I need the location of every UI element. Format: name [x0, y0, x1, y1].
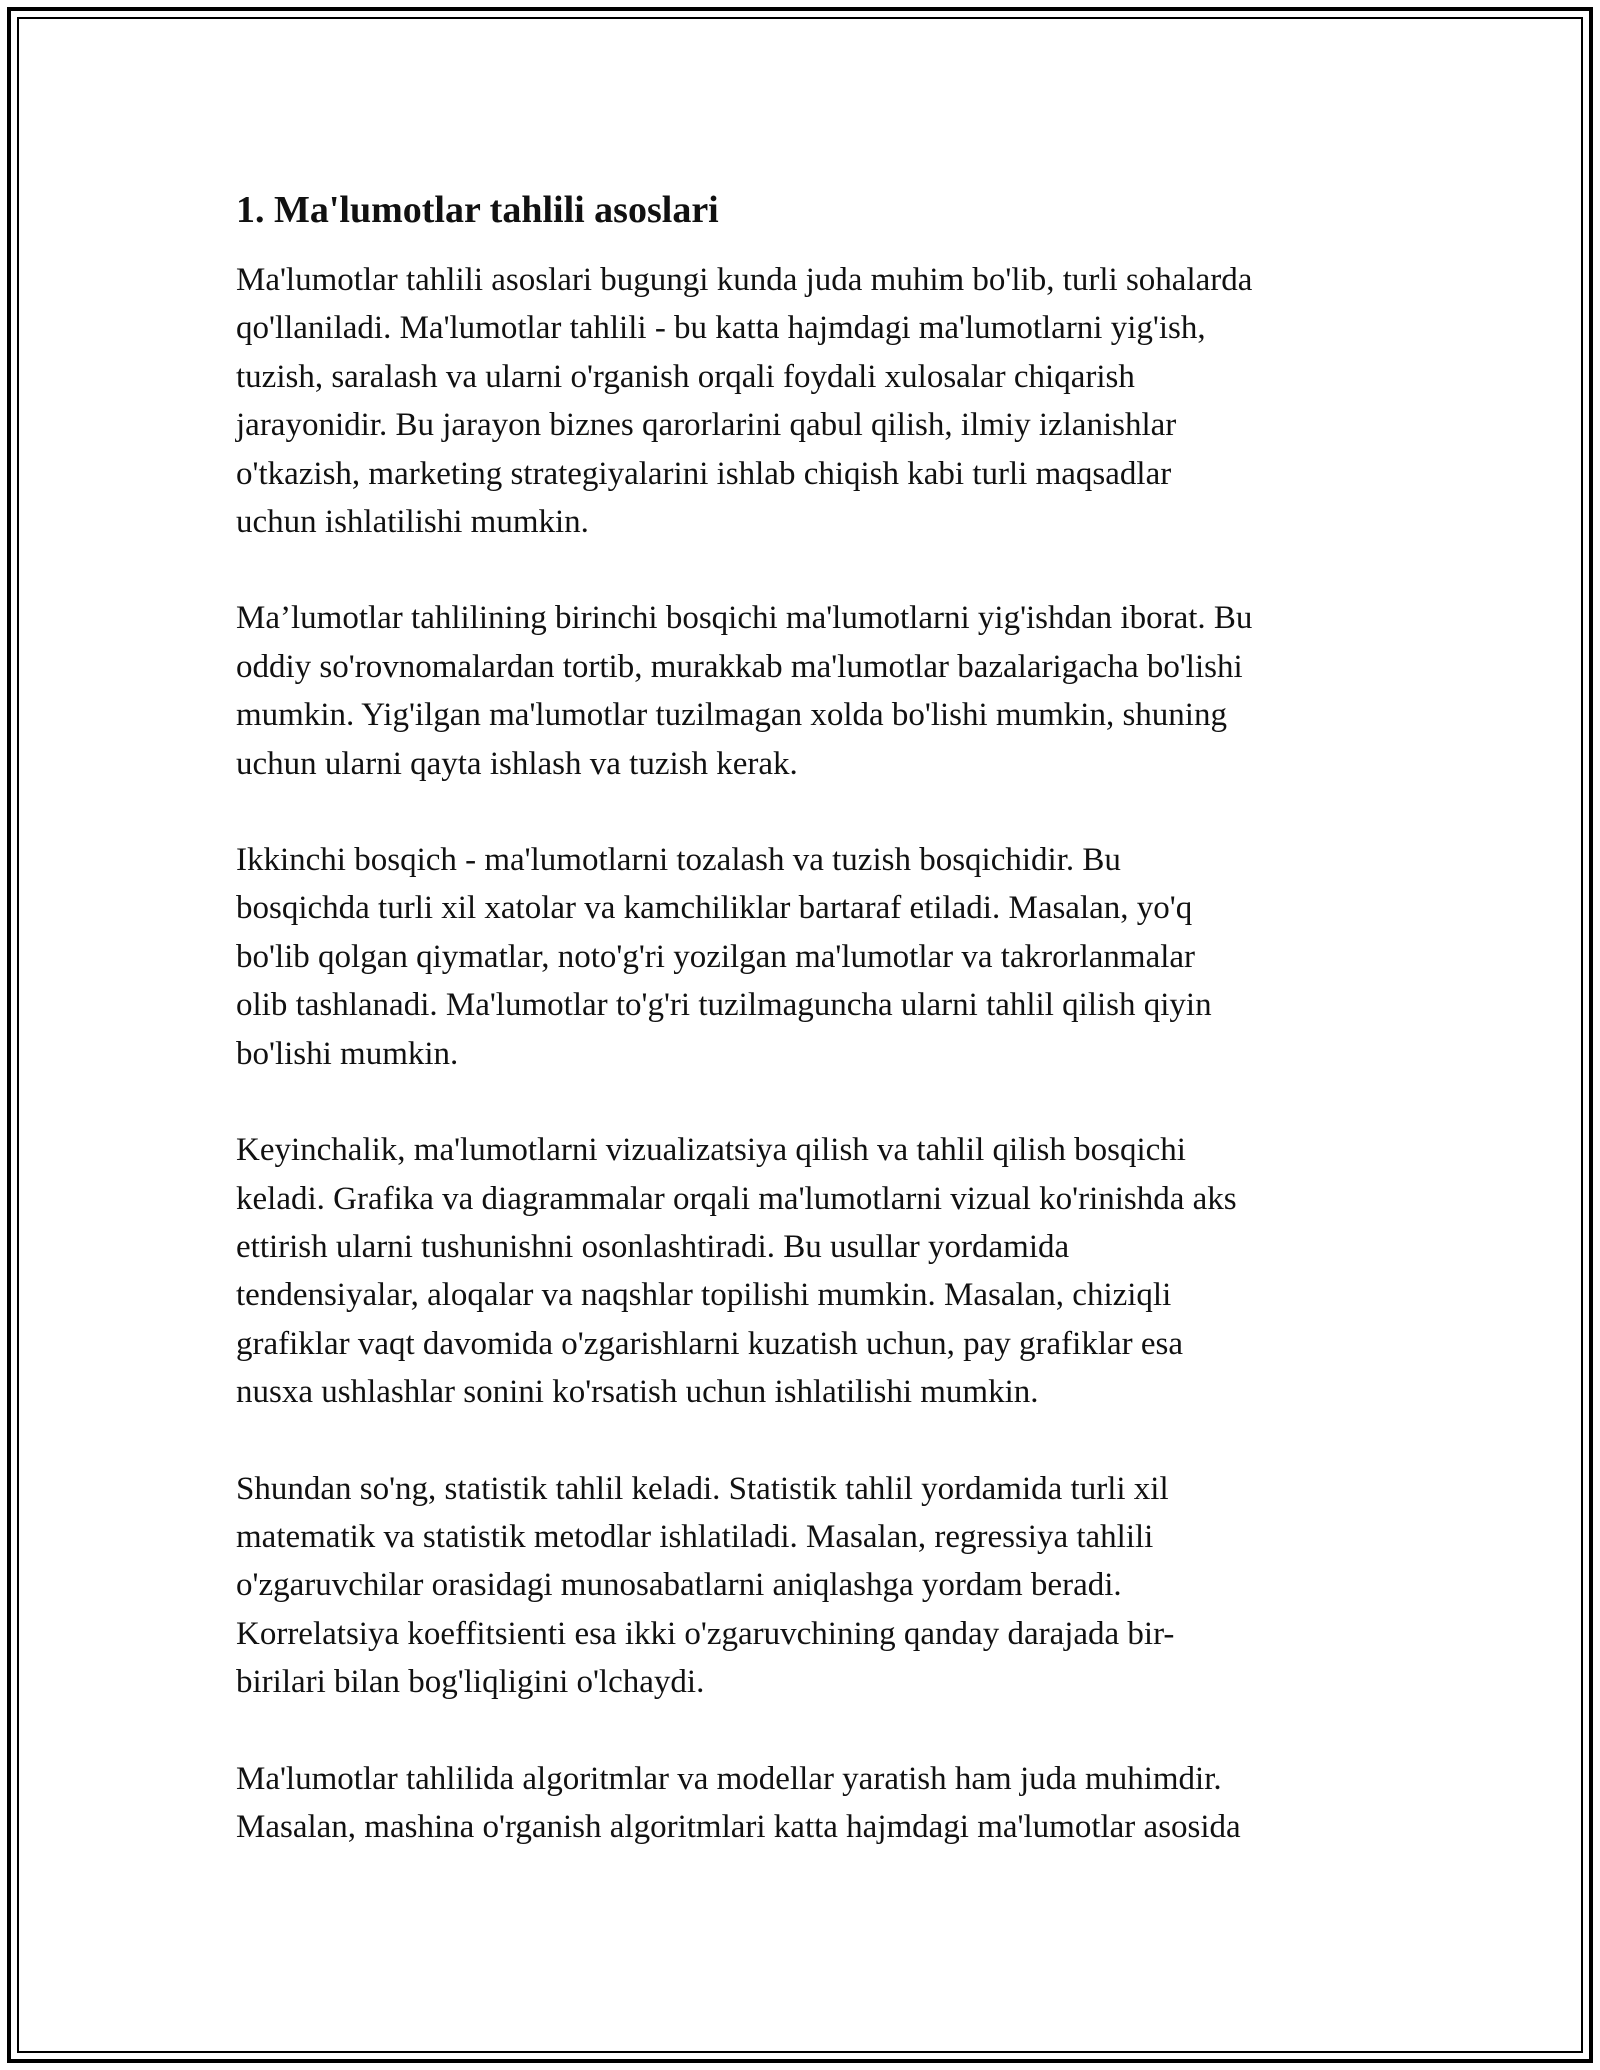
text-line: birilari bilan bog'liqligini o'lchaydi. — [236, 1664, 705, 1701]
section-heading: 1. Ma'lumotlar tahlili asoslari — [236, 189, 719, 231]
text-line: o'zgaruvchilar orasidagi munosabatlarni aniqlashga yordam beradi. — [236, 1567, 1122, 1604]
text-line: tuzish, saralash va ularni o'rganish orqali foydali xulosalar chiqarish — [236, 358, 1135, 395]
text-line: ettirish ularni tushunishni osonlashtiradi. Bu usullar yordamida — [236, 1228, 1070, 1265]
document-body — [236, 186, 1386, 1899]
text-line: bo'lishi mumkin. — [236, 1035, 459, 1072]
text-line: Shundan so'ng, statistik tahlil keladi. Statistik tahlil yordamida turli xil — [236, 1470, 1169, 1507]
text-line: grafiklar vaqt davomida o'zgarishlarni kuzatish uchun, pay grafiklar esa — [236, 1325, 1184, 1362]
text-line: uchun ularni qayta ishlash va tuzish kerak. — [236, 745, 798, 782]
text-line: mumkin. Yig'ilgan ma'lumotlar tuzilmagan xolda bo'lishi mumkin, shuning — [236, 697, 1227, 734]
text-line: Korrelatsiya koeffitsienti esa ikki o'zgaruvchining qanday darajada bir- — [236, 1615, 1175, 1652]
text-line: bosqichda turli xil xatolar va kamchiliklar bartaraf etiladi. Masalan, yo'q — [236, 890, 1193, 927]
text-line: uchun ishlatilishi mumkin. — [236, 504, 589, 541]
text-line: Ma’lumotlar tahlilining birinchi bosqichi ma'lumotlarni yig'ishdan iborat. Bu — [236, 600, 1253, 637]
text-line: bo'lib qolgan qiymatlar, noto'g'ri yozilgan ma'lumotlar va takrorlanmalar — [236, 938, 1196, 975]
text-line: oddiy so'rovnomalardan tortib, murakkab ma'lumotlar bazalarigacha bo'lishi — [236, 648, 1243, 685]
text-line: matematik va statistik metodlar ishlatiladi. Masalan, regressiya tahlili — [236, 1518, 1154, 1555]
paragraph-second-stage — [236, 836, 1386, 1078]
text-line: tendensiyalar, aloqalar va naqshlar topilishi mumkin. Masalan, chiziqli — [236, 1277, 1172, 1314]
text-line: Keyinchalik, ma'lumotlarni vizualizatsiya qilish va tahlil qilish bosqichi — [236, 1132, 1186, 1169]
paragraph-intro — [236, 256, 1386, 546]
text-line: Ikkinchi bosqich - ma'lumotlarni tozalash va tuzish bosqichidir. Bu — [236, 842, 1121, 879]
paragraph-first-stage — [236, 594, 1386, 788]
text-line: Masalan, mashina o'rganish algoritmlari katta hajmdagi ma'lumotlar asosida — [236, 1808, 1241, 1845]
text-line: o'tkazish, marketing strategiyalarini ishlab chiqish kabi turli maqsadlar — [236, 455, 1172, 492]
paragraph-statistics — [236, 1465, 1386, 1707]
text-line: jarayonidir. Bu jarayon biznes qarorlarini qabul qilish, ilmiy izlanishlar — [236, 407, 1177, 444]
text-line: keladi. Grafika va diagrammalar orqali ma'lumotlarni vizual ko'rinishda aks — [236, 1180, 1237, 1217]
text-line: Ma'lumotlar tahlili asoslari bugungi kunda juda muhim bo'lib, turli sohalarda — [236, 262, 1253, 298]
text-line: olib tashlanadi. Ma'lumotlar to'g'ri tuzilmaguncha ularni tahlil qilish qiyin — [236, 987, 1212, 1024]
text-line: Ma'lumotlar tahlilida algoritmlar va modellar yaratish ham juda muhimdir. — [236, 1760, 1222, 1797]
paragraph-visualization — [236, 1126, 1386, 1416]
text-line: nusxa ushlashlar sonini ko'rsatish uchun ishlatilishi mumkin. — [236, 1374, 1039, 1411]
paragraph-algorithms — [236, 1755, 1386, 1852]
text-line: qo'llaniladi. Ma'lumotlar tahlili - bu katta hajmdagi ma'lumotlarni yig'ish, — [236, 310, 1206, 347]
